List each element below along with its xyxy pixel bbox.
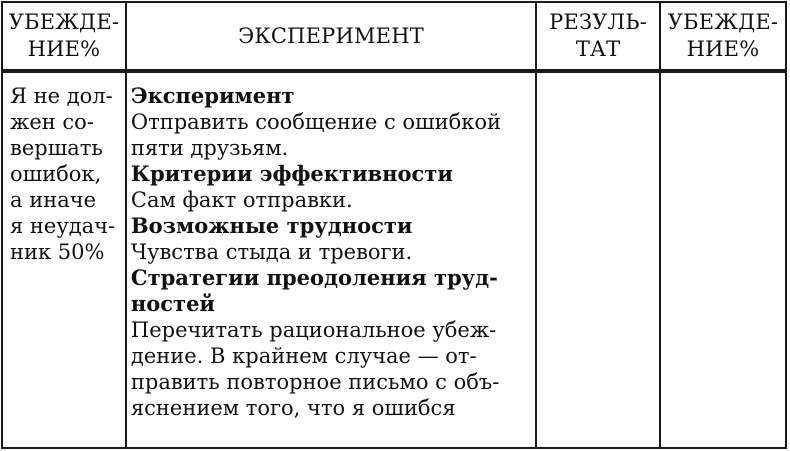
belief-before-cell [2, 71, 126, 448]
section-text-strategies: дение. В крайнем случае — от- [130, 344, 477, 368]
belief-line: я неудач- [10, 214, 116, 238]
belief-after-cell [660, 71, 786, 448]
header-experiment [126, 2, 536, 71]
belief-line: ошибок, [10, 162, 102, 186]
belief-line: ник 50% [10, 240, 105, 264]
header-result [536, 2, 660, 71]
section-text-criteria: Сам факт отправки. [130, 188, 353, 212]
header-belief-before-line-2: НИЕ% [27, 37, 101, 61]
belief-line: жен со- [10, 110, 94, 134]
section-heading-experiment: Эксперимент [130, 83, 295, 108]
section-heading-criteria: Критерии эффективности [130, 161, 453, 186]
header-belief-before-line-1: УБЕЖДЕ- [8, 10, 120, 34]
section-text-strategies: править повторное письмо с объ- [130, 370, 500, 394]
section-heading-difficulties: Возможные трудности [130, 213, 413, 238]
section-text-strategies: Перечитать рациональное убеж- [130, 318, 497, 342]
table-body [2, 71, 786, 448]
header-experiment-line-1: ЭКСПЕРИМЕНТ [238, 23, 424, 48]
result-cell [536, 71, 660, 448]
belief-line: вершать [10, 136, 103, 160]
section-heading-strategies: ностей [130, 291, 216, 316]
table-row [2, 71, 786, 448]
header-result-line-2: ТАТ [575, 37, 621, 61]
header-belief-after-line-1: УБЕЖДЕ- [667, 10, 779, 34]
section-heading-strategies: Стратегии преодоления труд- [130, 265, 498, 290]
section-text-experiment: Отправить сообщение с ошибкой [130, 110, 501, 134]
belief-line: а иначе [10, 188, 97, 212]
experiment-cell [126, 71, 536, 448]
belief-line: Я не дол- [10, 84, 113, 108]
header-belief-after-line-2: НИЕ% [686, 37, 760, 61]
section-text-strategies: яснением того, что я ошибся [130, 396, 456, 420]
section-text-difficulties: Чувства стыда и тревоги. [130, 240, 413, 264]
table-header [2, 2, 786, 71]
header-result-line-1: РЕЗУЛЬ- [549, 10, 648, 34]
header-belief-before [2, 2, 126, 71]
section-text-experiment: пяти друзьям. [130, 136, 289, 160]
experiment-worksheet-table [1, 1, 787, 449]
header-row [2, 2, 786, 71]
header-belief-after [660, 2, 786, 71]
